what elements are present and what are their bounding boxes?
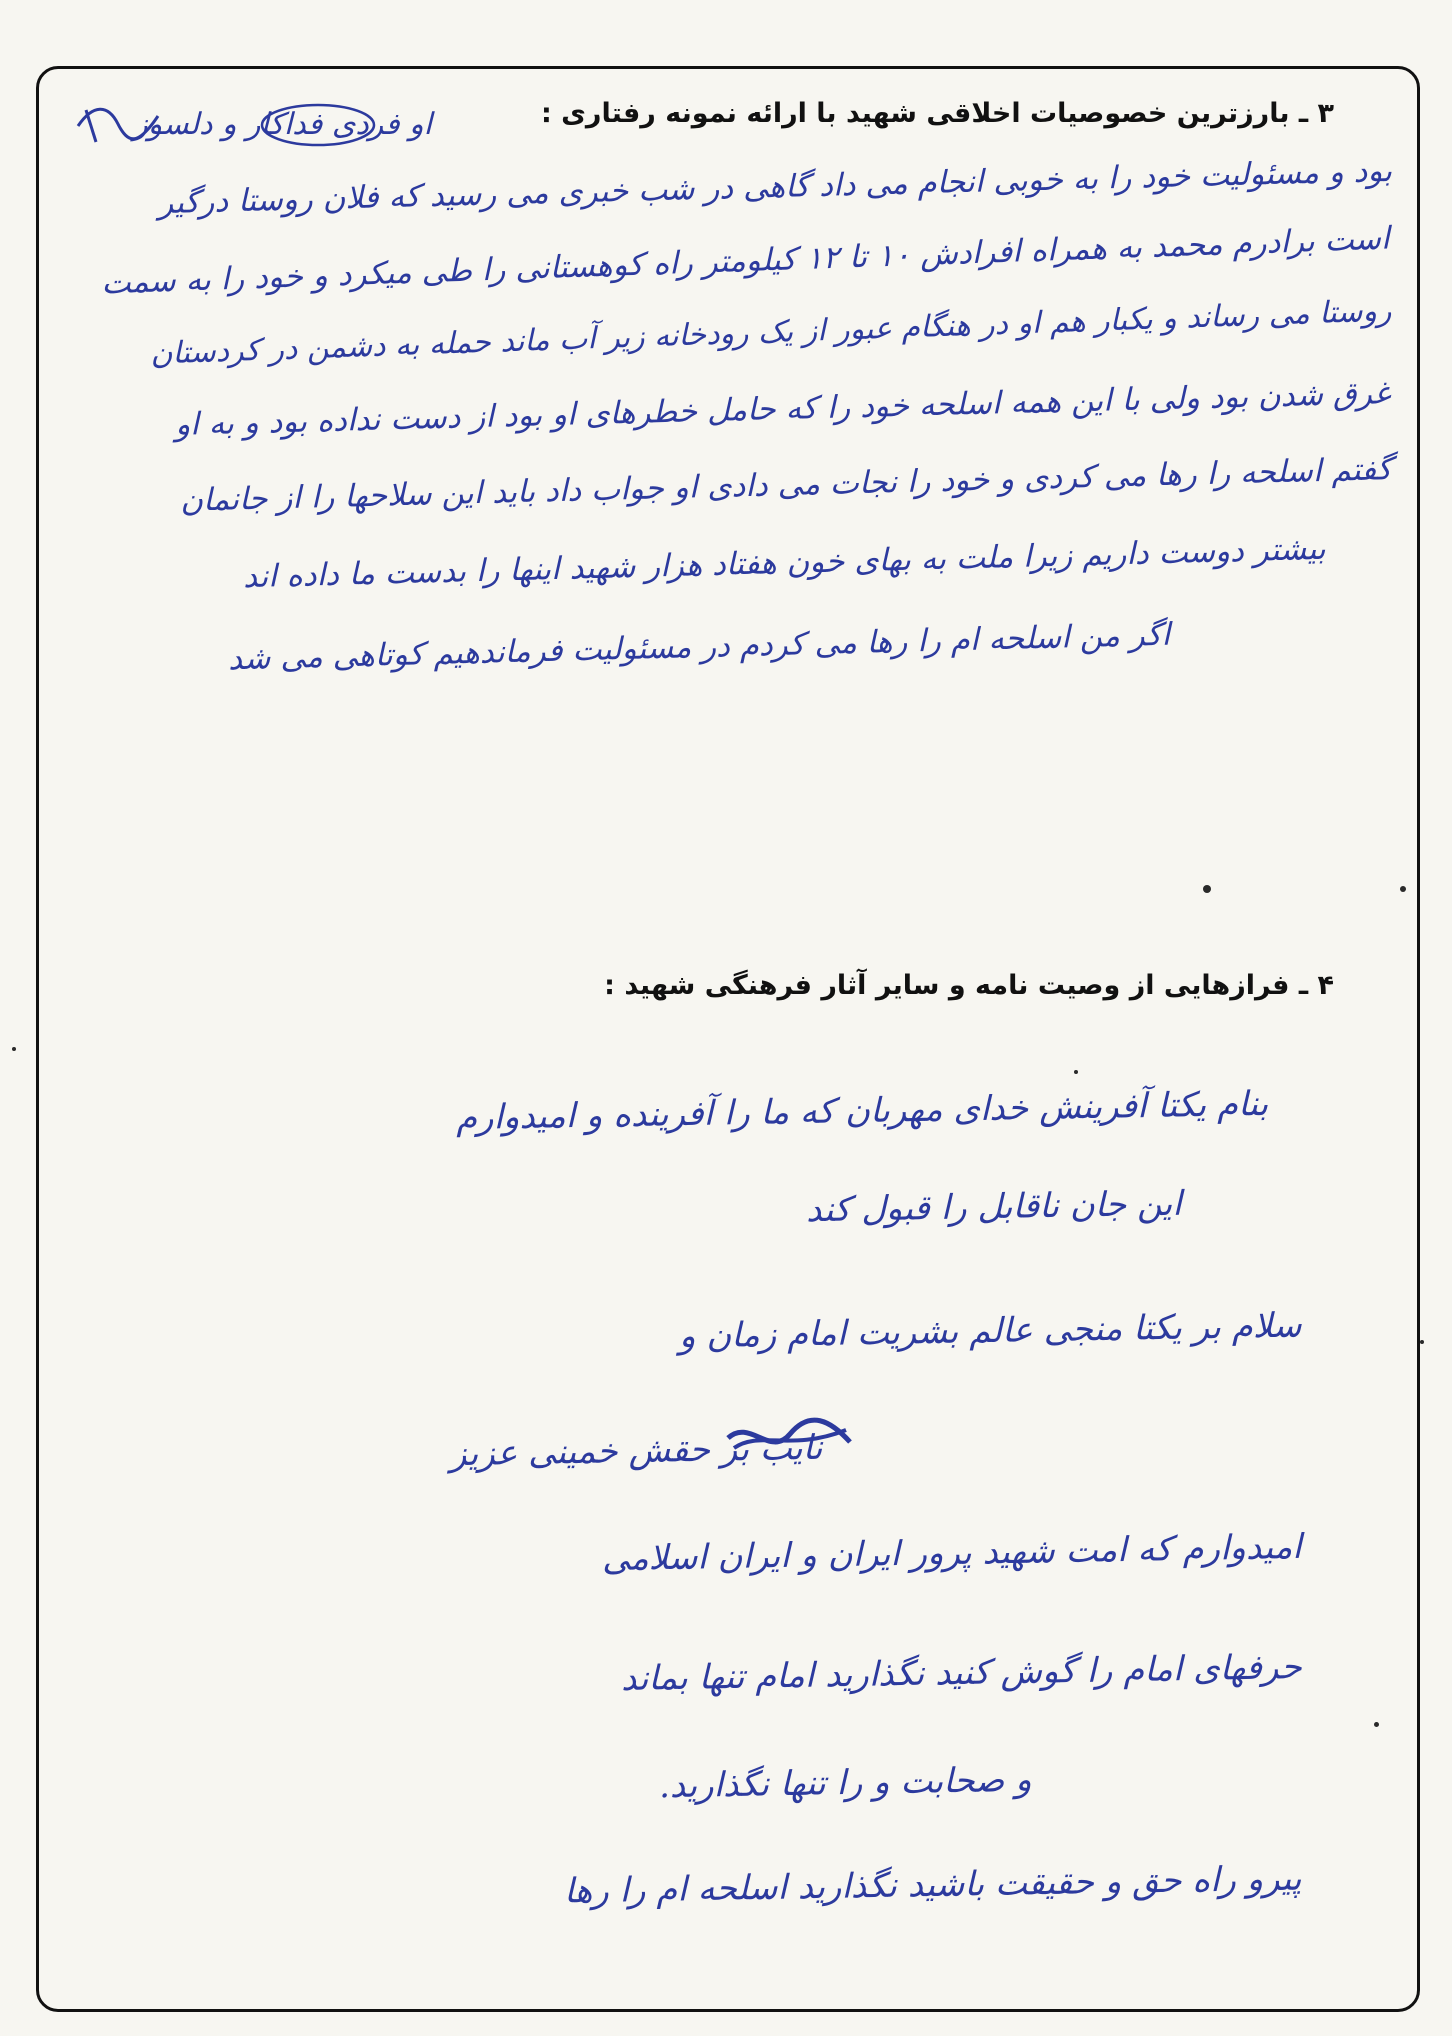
section-3-line: او فردی فداکار و دلسوز — [133, 107, 432, 142]
paper-speck — [1203, 885, 1211, 893]
paper-speck — [1400, 886, 1406, 892]
section-3-line: بیشتر دوست داریم زیرا ملت به بهای خون هفتاد هزار شهید اینها را بدست ما داده اند — [242, 530, 1327, 596]
section-4-line: این جان ناقابل را قبول کند — [805, 1183, 1183, 1231]
paper-speck — [12, 1047, 16, 1051]
section-4-line: حرفهای امام را گوش کنید نگذارید امام تنها بماند — [620, 1647, 1303, 1699]
crossed-out-word-mark — [720, 1408, 860, 1468]
section-4-line: و صحابت و را تنها نگذارید. — [659, 1759, 1033, 1807]
section-3-line: بود و مسئولیت خود را به خوبی انجام می داد گاهی در شب خبری می رسید که فلان روستا درگیر — [157, 152, 1393, 222]
section-3-line: است برادرم محمد به همراه افرادش ۱۰ تا ۱۲ کیلومتر راه کوهستانی را طی میکرد و خود را به سمت — [100, 220, 1391, 302]
section-4-line: نایب بر حقش خمینی عزیز — [449, 1427, 823, 1475]
paper-speck — [1074, 1070, 1078, 1074]
section-3-heading: ۳ ـ بارزترین خصوصیات اخلاقی شهید با ارائه نمونه رفتاری : — [540, 98, 1334, 129]
section-4-heading: ۴ ـ فرازهایی از وصیت نامه و سایر آثار فرهنگی شهید : — [604, 970, 1334, 1001]
section-3-line: گفتم اسلحه را رها می کردی و خود را نجات می دادی او جواب داد باید این سلاحها را از جانمان — [179, 451, 1393, 519]
section-4-line: بنام یکتا آفرینش خدای مهربان که ما را آفرینده و امیدوارم — [455, 1083, 1269, 1139]
paper-speck — [1420, 1340, 1424, 1344]
section-3-line: غرق شدن بود ولی با این همه اسلحه خود را که حامل خطرهای او بود از دست نداده بود و به او — [174, 375, 1391, 443]
section-4-line: پیرو راه حق و حقیقت باشید نگذارید اسلحه ام را رها — [564, 1858, 1303, 1912]
section-3-line: اگر من اسلحه ام را رها می کردم در مسئولیت فرماندهیم کوتاهی می شد — [227, 616, 1171, 678]
section-4-line: امیدوارم که امت شهید پرور ایران و ایران اسلامی — [601, 1526, 1303, 1580]
paper-speck — [1374, 1722, 1379, 1727]
section-3-line: روستا می رساند و یکبار هم او در هنگام عبور از یک رودخانه زیر آب ماند حمله به دشمن در کردستان — [149, 293, 1393, 372]
section-4-line: سلام بر یکتا منجی عالم بشریت امام زمان و — [679, 1305, 1303, 1357]
